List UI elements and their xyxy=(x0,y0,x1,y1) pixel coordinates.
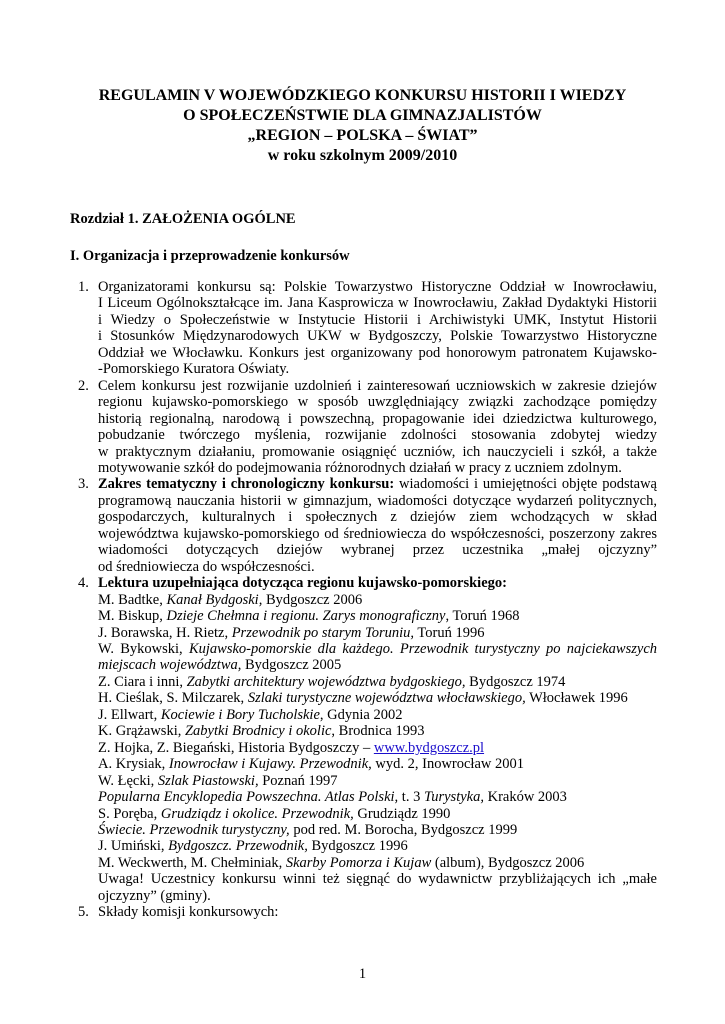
text-line xyxy=(98,328,657,344)
text-segment: pobudzanie twórczego myślenia, rozwijanie zdolności stosowania zdobytej wiedzy xyxy=(98,427,657,444)
text-segment: gospodarczych, kulturalnych i społecznych z dziejów ziem wchodzących w skład xyxy=(98,509,657,526)
text-line xyxy=(98,806,657,822)
text-segment: Z. Ciara i inni, xyxy=(98,673,187,690)
text-line xyxy=(98,641,657,657)
text-line xyxy=(98,592,657,608)
title-line: „REGION – POLSKA – ŚWIAT” xyxy=(247,127,478,144)
text-segment: M. Badtke, xyxy=(98,591,167,608)
text-segment: W. Łęcki, xyxy=(98,772,158,789)
text-segment: programową nauczania historii w gimnazjum, wiadomości dotyczące wydarzeń politycznych, xyxy=(98,492,657,509)
text-segment: H. Cieślak, S. Milczarek, xyxy=(98,690,248,707)
text-segment: Bydgoszcz 2006 xyxy=(262,591,363,608)
text-segment: A. Krysiak, xyxy=(98,756,169,773)
text-segment: Lektura uzupełniająca dotycząca regionu kujawsko-pomorskiego: xyxy=(98,575,507,592)
text-segment: Poznań 1997 xyxy=(258,772,338,789)
text-segment: S. Poręba, xyxy=(98,805,161,822)
text-line xyxy=(98,740,657,756)
text-line xyxy=(98,888,657,904)
text-segment: , Brodnica 1993 xyxy=(331,723,425,740)
text-segment: (album), Bydgoszcz 2006 xyxy=(431,854,585,871)
list-item xyxy=(0,378,725,477)
text-line xyxy=(98,279,657,295)
italic-title: Popularna Encyklopedia Powszechna. Atlas Polski, xyxy=(98,789,399,806)
text-line xyxy=(98,756,657,772)
chapter-heading: Rozdział 1. ZAŁOŻENIA OGÓLNE xyxy=(70,211,296,227)
text-line xyxy=(98,361,657,377)
text-segment: W. Bykowski, xyxy=(98,640,189,657)
text-segment: Bydgoszcz 1996 xyxy=(307,838,408,855)
text-segment: Włocławek 1996 xyxy=(525,690,628,707)
italic-title: Kanał Bydgoski, xyxy=(166,591,263,608)
italic-title: Kociewie i Bory Tucholskie xyxy=(160,706,320,723)
list-item xyxy=(0,575,725,904)
text-segment: od średniowiecza do współczesności. xyxy=(98,558,315,575)
text-segment: Grudziądz 1990 xyxy=(353,805,451,822)
text-line xyxy=(98,657,657,673)
page-number: 1 xyxy=(358,966,367,982)
list-item xyxy=(0,476,725,575)
text-line xyxy=(98,575,657,591)
text-segment: J. Umiński, xyxy=(98,838,169,855)
text-line xyxy=(98,723,657,739)
website-link[interactable]: www.bydgoszcz.pl xyxy=(373,739,485,756)
text-segment: wyd. 2, Inowrocław 2001 xyxy=(371,756,524,773)
text-segment: J. Ellwart, xyxy=(98,706,161,723)
text-line xyxy=(98,460,657,476)
numbered-list xyxy=(0,279,725,921)
text-segment: historią regionalną, narodową i powszechną, propagowanie idei dziedzictwa kulturowego, xyxy=(98,410,657,427)
text-segment: Celem konkursu jest rozwijanie uzdolnień i zainteresowań uczniowskich w zakresie dziejów xyxy=(98,377,657,394)
text-segment: Składy komisji konkursowych: xyxy=(98,904,279,921)
text-segment: Z. Hojka, Z. Biegański, Historia Bydgoszczy – xyxy=(98,739,374,756)
text-segment: I Liceum Ogólnokształcące im. Jana Kasprowicza w Inowrocławiu, Zakład Dydaktyki Historii xyxy=(98,295,657,312)
list-number: 1. xyxy=(78,279,89,295)
text-line xyxy=(98,822,657,838)
text-segment: Zakres tematyczny i chronologiczny konkursu: xyxy=(98,476,395,493)
text-line xyxy=(98,411,657,427)
text-line xyxy=(98,904,657,920)
italic-title: Grudziądz i okolice. Przewodnik, xyxy=(160,805,354,822)
text-segment: regionu kujawsko-pomorskiego w sposób uwzględniający związki zachodzące pomiędzy xyxy=(98,394,657,411)
text-segment: i Stosunków Międzynarodowych UKW w Bydgoszczy, Polskie Towarzystwo Historyczne xyxy=(98,328,657,345)
text-segment: J. Borawska, H. Rietz, xyxy=(98,624,232,641)
text-line xyxy=(98,608,657,624)
italic-title: Zabytki architektury województwa bydgoskiego, xyxy=(186,673,466,690)
text-line xyxy=(98,542,657,558)
italic-title: miejscach województwa, xyxy=(98,657,242,674)
text-segment: w praktycznym działaniu, promowanie osiągnięć uczniów, ich nauczycieli i szkół, a także xyxy=(98,443,657,460)
list-number: 5. xyxy=(78,904,89,921)
text-line xyxy=(98,509,657,525)
italic-title: Szlaki turystyczne województwa włocławskiego, xyxy=(247,690,526,707)
text-line xyxy=(98,345,657,361)
text-line xyxy=(98,493,657,509)
text-line xyxy=(98,690,657,706)
text-segment: -Pomorskiego Kuratora Oświaty. xyxy=(98,361,290,378)
italic-title: Zabytki Brodnicy i okolic xyxy=(184,723,332,740)
text-line xyxy=(98,773,657,789)
italic-title: Świecie. Przewodnik turystyczny, xyxy=(98,821,290,838)
italic-title: Dzieje Chełmna i regionu. Zarys monograficzny xyxy=(166,608,446,625)
text-line xyxy=(98,789,657,805)
text-segment: Kraków 2003 xyxy=(483,789,567,806)
section-heading: I. Organizacja i przeprowadzenie konkursów xyxy=(70,248,350,264)
text-line xyxy=(98,394,657,410)
text-segment: t. 3 xyxy=(398,789,424,806)
text-segment: , Toruń 1968 xyxy=(445,608,520,625)
italic-title: Bydgoszcz. Przewodnik, xyxy=(168,838,308,855)
text-segment: wiadomości dotyczących dziejów wybranej przez uczestnika „małej ojczyzny” xyxy=(98,542,657,559)
text-line xyxy=(98,295,657,311)
italic-title: Turystyka, xyxy=(423,789,484,806)
text-segment: K. Grążawski, xyxy=(98,723,185,740)
italic-title: Skarby Pomorza i Kujaw xyxy=(285,854,432,871)
text-segment: Organizatorami konkursu są: Polskie Towarzystwo Historyczne Oddział w Inowrocławiu, xyxy=(98,279,657,295)
italic-title: Szlak Piastowski, xyxy=(157,772,259,789)
list-number: 4. xyxy=(78,575,89,592)
text-segment: Oddział we Włocławku. Konkurs jest organizowany pod honorowym patronatem Kujawsko- xyxy=(98,344,657,361)
text-line xyxy=(98,674,657,690)
text-line xyxy=(98,476,657,492)
title-line: REGULAMIN V WOJEWÓDZKIEGO KONKURSU HISTORII I WIEDZY xyxy=(98,87,627,104)
text-segment: wiadomości i umiejętności objęte podstawą xyxy=(394,476,657,493)
document-title xyxy=(0,86,725,166)
text-segment: i Wiedzy o Społeczeństwie w Instytucie Historii i Archiwistyki UMK, Instytut Historii xyxy=(98,311,657,328)
text-line xyxy=(98,444,657,460)
text-line xyxy=(98,625,657,641)
text-segment: M. Weckwerth, M. Chełminiak, xyxy=(98,854,286,871)
list-number: 3. xyxy=(78,476,89,493)
text-segment: , Gdynia 2002 xyxy=(319,706,403,723)
text-line xyxy=(98,871,657,887)
text-segment: pod red. M. Borocha, Bydgoszcz 1999 xyxy=(289,821,518,838)
text-line xyxy=(98,838,657,854)
text-segment: województwa kujawsko-pomorskiego od średniowiecza do współczesności, poszerzony zakres xyxy=(98,525,657,542)
text-segment: ojczyzny” (gminy). xyxy=(98,887,211,904)
text-segment: Bydgoszcz 1974 xyxy=(465,673,566,690)
italic-title: Inowrocław i Kujawy. Przewodnik, xyxy=(168,756,372,773)
text-segment: motywowanie szkół do podejmowania różnorodnych działań w pracy z uczniem zdolnym. xyxy=(98,459,622,476)
text-segment: M. Biskup, xyxy=(98,608,167,625)
text-segment: Bydgoszcz 2005 xyxy=(241,657,342,674)
text-line xyxy=(98,427,657,443)
text-line xyxy=(98,378,657,394)
text-line xyxy=(98,526,657,542)
text-line xyxy=(98,707,657,723)
text-segment: Uwaga! Uczestnicy konkursu winni też sięgnąć do wydawnictw przybliżających ich „małe xyxy=(98,871,657,888)
text-segment: Toruń 1996 xyxy=(414,624,485,641)
title-line: w roku szkolnym 2009/2010 xyxy=(267,147,458,164)
text-line xyxy=(98,559,657,575)
italic-title: Kujawsko-pomorskie dla każdego. Przewodnik turystyczny po najciekawszych xyxy=(188,640,657,657)
list-item xyxy=(0,904,725,920)
title-line: O SPOŁECZEŃSTWIE DLA GIMNAZJALISTÓW xyxy=(183,107,542,124)
text-line xyxy=(98,855,657,871)
italic-title: Przewodnik po starym Toruniu, xyxy=(231,624,415,641)
text-line xyxy=(98,312,657,328)
list-number: 2. xyxy=(78,377,89,394)
list-item xyxy=(0,279,725,378)
